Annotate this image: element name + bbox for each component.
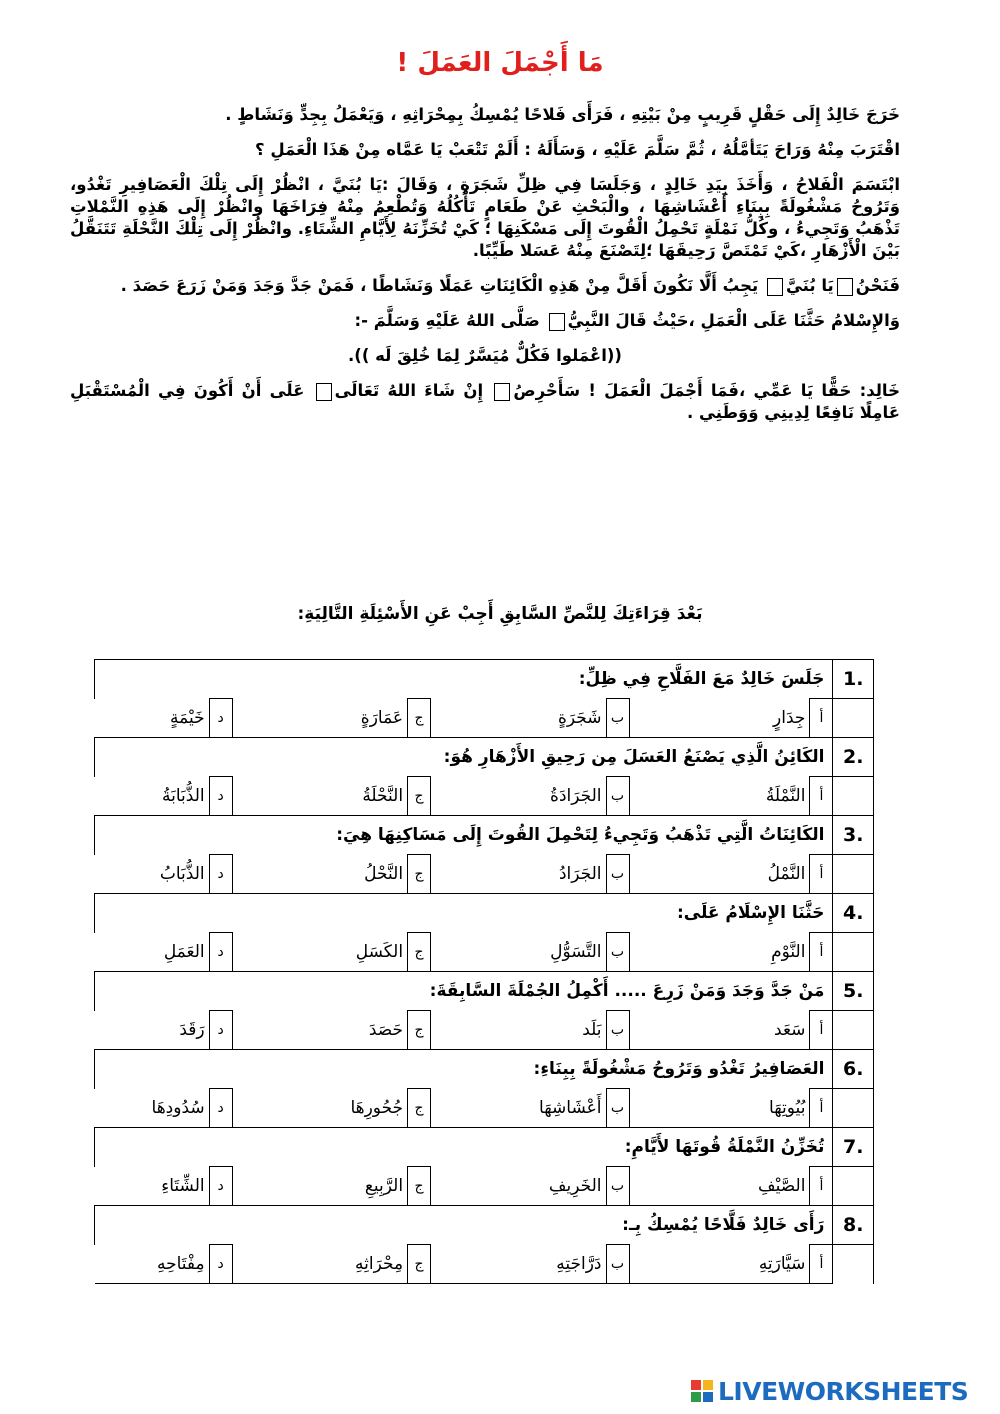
options-row: [95, 1167, 874, 1206]
option-letter: د: [209, 1089, 232, 1128]
answer-option[interactable]: شَجَرَةٍ: [431, 699, 606, 738]
story-paragraph: [70, 380, 900, 424]
options-row: [95, 1011, 874, 1050]
answer-box[interactable]: [494, 383, 510, 401]
number-spacer: [833, 1011, 874, 1050]
story-paragraph: [70, 310, 900, 332]
question-number: 5.: [833, 972, 874, 1011]
answer-option[interactable]: بَلَد: [431, 1011, 606, 1050]
question-row: [95, 894, 874, 933]
story-fragment: إِنْ شَاءَ اللهُ تَعَالَى: [334, 381, 484, 400]
answer-option[interactable]: الكَسَلِ: [232, 933, 407, 972]
option-letter: ج: [408, 1011, 431, 1050]
number-spacer: [833, 1167, 874, 1206]
option-letter: ج: [408, 855, 431, 894]
answer-option[interactable]: دَرَّاجَتِهِ: [431, 1245, 606, 1284]
answer-option[interactable]: مِحْرَاثِهِ: [232, 1245, 407, 1284]
answer-option[interactable]: الرَّبِيعِ: [232, 1167, 407, 1206]
answer-option[interactable]: النَّمْلُ: [629, 855, 810, 894]
options-row: [95, 933, 874, 972]
question-row: [95, 972, 874, 1011]
question-text: رَأَى خَالِدٌ فَلَّاحًا يُمْسِكُ بِـ:: [95, 1206, 833, 1245]
options-row: [95, 855, 874, 894]
answer-option[interactable]: بُيُوتِهَا: [629, 1089, 810, 1128]
hadith: ((اعْمَلوا فَكُلٌّ مُيَسَّرٌ لِمَا خُلِقَ لَه )).: [348, 346, 622, 365]
question-number: 4.: [833, 894, 874, 933]
question-row: [95, 1206, 874, 1245]
question-number: 7.: [833, 1128, 874, 1167]
option-letter: أ: [810, 699, 833, 738]
story-fragment: يَجِبُ أَلَّا نَكُونَ أَقَلَّ مِنْ هَذِهِ الْكَائِنَاتِ عَمَلًا وَنَشَاطًا ، فَمَنْ جَدَّ وَجَدَ وَمَنْ زَرَعَ حَصَدَ .: [120, 276, 759, 295]
option-letter: أ: [810, 1167, 833, 1206]
option-letter: أ: [810, 1011, 833, 1050]
story-fragment: عَلَى أَنْ أَكُونَ فِي الْمُسْتَقْبَلِ عَامِلًا نَافِعًا لِدِينِي وَوَطَنِي .: [70, 381, 900, 422]
answer-option[interactable]: سَعَد: [629, 1011, 810, 1050]
question-row: [95, 660, 874, 699]
answer-option[interactable]: النَّوْمِ: [629, 933, 810, 972]
story-text: [70, 104, 900, 437]
answer-option[interactable]: النَّحْلَةُ: [232, 777, 407, 816]
question-number: 3.: [833, 816, 874, 855]
question-row: [95, 738, 874, 777]
number-spacer: [833, 855, 874, 894]
number-spacer: [833, 777, 874, 816]
option-letter: د: [209, 1167, 232, 1206]
option-letter: أ: [810, 1245, 833, 1284]
option-letter: ج: [408, 1089, 431, 1128]
options-row: [95, 1089, 874, 1128]
options-row: [95, 699, 874, 738]
answer-option[interactable]: النَّمْلَةُ: [629, 777, 810, 816]
answer-option[interactable]: الجَرَادَةُ: [431, 777, 606, 816]
option-letter: ب: [606, 1245, 629, 1284]
instructions: بَعْدَ قِرَاءَتِكَ لِلنَّصِّ السَّابِقِ أَجِبْ عَنِ الأَسْئِلَةِ التَّالِيَةِ:: [297, 604, 703, 624]
story-fragment: فَنَحْنُ: [855, 276, 900, 295]
questions-table: [94, 659, 874, 1284]
answer-option[interactable]: سَيَّارَتِهِ: [629, 1245, 810, 1284]
option-letter: ب: [606, 777, 629, 816]
option-letter: د: [209, 855, 232, 894]
liveworksheets-logo: [690, 1374, 990, 1408]
question-text: العَصَافِيرُ تَغْدُو وَتَرُوحُ مَشْغُولَةً بِبِنَاءِ:: [95, 1050, 833, 1089]
question-row: [95, 1050, 874, 1089]
option-letter: ب: [606, 1011, 629, 1050]
answer-option[interactable]: الشِّتَاءِ: [95, 1167, 210, 1206]
answer-box[interactable]: [837, 278, 853, 296]
option-letter: ب: [606, 1089, 629, 1128]
answer-option[interactable]: أَعْشَاشِهَا: [431, 1089, 606, 1128]
question-number: 2.: [833, 738, 874, 777]
option-letter: ج: [408, 1167, 431, 1206]
answer-box[interactable]: [549, 313, 565, 331]
option-letter: ب: [606, 855, 629, 894]
option-letter: أ: [810, 1089, 833, 1128]
option-letter: أ: [810, 777, 833, 816]
answer-option[interactable]: النَّحْلُ: [232, 855, 407, 894]
number-spacer: [833, 1089, 874, 1128]
answer-option[interactable]: التَّسَوُّلِ: [431, 933, 606, 972]
option-letter: د: [209, 1011, 232, 1050]
answer-option[interactable]: الخَرِيفِ: [431, 1167, 606, 1206]
question-text: جَلَسَ خَالِدٌ مَعَ الفَلَّاحِ فِي ظِلِّ:: [95, 660, 833, 699]
answer-option[interactable]: الذُّبَابَةُ: [95, 777, 210, 816]
question-number: 8.: [833, 1206, 874, 1245]
option-letter: ج: [408, 777, 431, 816]
answer-box[interactable]: [767, 278, 783, 296]
question-row: [95, 816, 874, 855]
answer-option[interactable]: الجَرَادُ: [431, 855, 606, 894]
option-letter: د: [209, 777, 232, 816]
question-text: الكَائِنُ الَّذِي يَصْنَعُ العَسَلَ مِن رَحِيقِ الأَزْهَارِ هُوَ:: [95, 738, 833, 777]
options-row: [95, 777, 874, 816]
story-fragment: وَالإِسْلامُ حَثَّنَا عَلَى الْعَمَلِ ،حَيْثُ قَالَ النَّبِيُّ: [567, 311, 900, 330]
liveworksheets-logo-text: LIVEWORKSHEETS: [718, 1376, 969, 1406]
answer-option[interactable]: حَصَدَ: [232, 1011, 407, 1050]
answer-option[interactable]: سُدُودِهَا: [95, 1089, 210, 1128]
question-number: 1.: [833, 660, 874, 699]
option-letter: ج: [408, 933, 431, 972]
number-spacer: [833, 1245, 874, 1284]
question-text: مَنْ جَدَّ وَجَدَ وَمَنْ زَرِعَ ..... أَكْمِلُ الجُمْلَةَ السَّابِقَةَ:: [95, 972, 833, 1011]
liveworksheets-logo-icon: [690, 1378, 714, 1404]
answer-option[interactable]: رَقَدَ: [95, 1011, 210, 1050]
options-row: [95, 1245, 874, 1284]
answer-option[interactable]: جِدَارٍ: [629, 699, 810, 738]
answer-option[interactable]: مِفْتَاحِهِ: [95, 1245, 210, 1284]
option-letter: أ: [810, 933, 833, 972]
answer-option[interactable]: جُحُورِهَا: [232, 1089, 407, 1128]
question-text: الكَائِنَاتُ الَّتِي تَذْهَبُ وَتَجِيءُ لِتَحْمِلَ القُوتَ إِلَى مَسَاكِنِهَا هِيَ:: [95, 816, 833, 855]
answer-option[interactable]: الصَّيْفِ: [629, 1167, 810, 1206]
answer-option[interactable]: الذُّبَابُ: [95, 855, 210, 894]
answer-box[interactable]: [316, 383, 332, 401]
story-paragraph: [70, 275, 900, 297]
option-letter: ج: [408, 699, 431, 738]
option-letter: د: [209, 933, 232, 972]
answer-option[interactable]: العَمَلِ: [95, 933, 210, 972]
story-fragment: خَالِد: حَقًّا يَا عَمِّي ،فَمَا أَجْمَلَ الْعَمَلَ ! سَأَحْرِصُ: [513, 381, 901, 400]
option-letter: د: [209, 1245, 232, 1284]
number-spacer: [833, 933, 874, 972]
answer-option[interactable]: خَيْمَةٍ: [95, 699, 210, 738]
question-text: حَثَّنَا الإِسْلَامُ عَلَى:: [95, 894, 833, 933]
option-letter: ج: [408, 1245, 431, 1284]
answer-option[interactable]: عَمَارَةٍ: [232, 699, 407, 738]
option-letter: ب: [606, 699, 629, 738]
option-letter: ب: [606, 1167, 629, 1206]
story-paragraph: اقْتَرَبَ مِنْهُ وَرَاحَ يَتَأمَّلُهُ ، ثُمَّ سَلَّمَ عَلَيْهِ ، وَسَأَلَهُ : أَلَمْ تَتْعَبْ يَا عَمَّاه مِنْ هَذَا الْعَمَلِ ؟: [255, 140, 900, 159]
story-fragment: يَا بُنَيَّ: [785, 276, 834, 295]
option-letter: أ: [810, 855, 833, 894]
option-letter: د: [209, 699, 232, 738]
question-number: 6.: [833, 1050, 874, 1089]
question-text: تُخَزِّنُ النَّمْلَةُ قُوتَهَا لأَيَّامِ:: [95, 1128, 833, 1167]
story-paragraph: خَرَجَ خَالِدٌ إِلَى حَقْلٍ قَرِيبٍ مِنْ بَيْتِهِ ، فَرَأَى فَلاحًا يُمْسِكُ بِمِحْرَاثِهِ ، وَيَعْمَلُ بِجِدٍّ وَنَشَاطٍ .: [225, 105, 900, 124]
number-spacer: [833, 699, 874, 738]
question-row: [95, 1128, 874, 1167]
story-paragraph: ابْتَسَمَ الْفَلاحُ ، وَأَخَذَ بِيَدِ خَالِدٍ ، وَجَلَسَا فِي ظِلِّ شَجَرَةٍ ، وَقَالَ :يَا بُنَيَّ ، انْظُرْ إِلَى تِلْكَ الْعَصَافِيرِ تَغْدُو، وَتَرُوحُ مَشْغُولَةً بِبِنَاءِ أَعْشَاشِهَا ، والْبَحْثِ عَنْ طَعَامٍ تَأْكُلُهُ وَتُطْعِمُ مِنْهُ فِرَاخَهَا وانْظُرْ إِلَى هَذِهِ النَّمْلاتِ تَذْهَبُ وَتَجِيءُ ، وكُلُّ نَمْلَةٍ تَحْمِلُ الْقُوتَ إِلَى مَسْكَنِهَا ؛ كَيْ تُخَزِّنَهُ لِأَيَّامِ الشِّتَاءِ. وانْظُرْ إِلَى تِلْكَ النَّحْلَةِ تَتَنَقَّلُ بَيْنَ الْأَزْهَارِ ،كَيْ تَمْتَصَّ رَحِيقَهَا ؛لِتَصْنَعَ مِنْهُ عَسَلا طَيِّبًا.: [70, 175, 900, 260]
option-letter: ب: [606, 933, 629, 972]
page-title: مَا أَجْمَلَ العَمَلَ !: [396, 48, 604, 78]
story-fragment: صَلَّى اللهُ عَلَيْهِ وَسَلَّمَ -:: [354, 311, 540, 330]
